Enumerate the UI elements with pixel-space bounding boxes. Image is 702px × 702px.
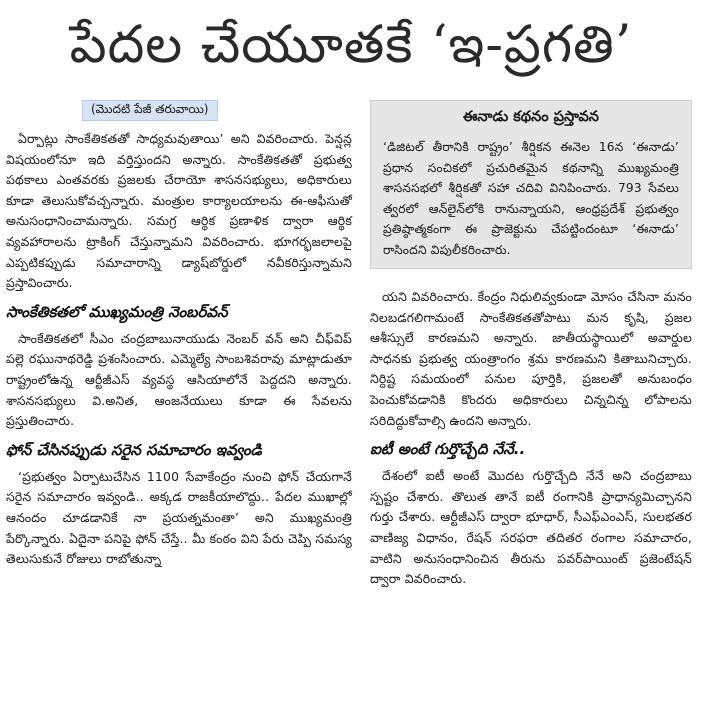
- sidebar-box-text: ‘డిజిటల్ తీరానికి రాష్ట్రం’ శీర్షికన ఈనెల 16న ‘ఈనాడు’ ప్రధాన సంచికలో ప్రచురితమైన కథనాన్ని ముఖ్యమంత్రి శాసనసభలో శీర్షికతో సహా చదివి వినిపించారు. 793 సేవలు త్వరలో ఆన్‌లైన్‌లోకి రానున్నాయని, ఆంధ్రప్రదేశ్ ప్రభుత్వం ప్రతిష్ఠాత్మకంగా ఈ ప్రాజెక్టును చేపట్టిందంటూ ‘ఈనాడు’ రాసిందని విపులీకరించారు.: [383, 140, 679, 257]
- left-column: [6, 98, 352, 570]
- headline: పేదల చేయూతకే ‘ఇ-ప్రగతి’: [69, 15, 633, 75]
- sidebar-box-title: ఈనాడు కథనం ప్రస్తావన: [463, 109, 599, 125]
- right-column: [370, 100, 692, 590]
- right-subheading-1: ఐటీ అంటే గుర్తొచ్చేది నేనే..: [370, 440, 526, 459]
- left-paragraph-1: ఏర్పాట్లు సాంకేతికతతో సాధ్యమవుతాయి’ అని వివరించారు. పెన్షన్ల విషయంలోనూ ఇది వర్తిస్తుందని అన్నారు. సాంకేతికతతో ప్రభుత్వ పథకాలు ఎంతవరకు ప్రజలకు చేరాయో శాసనసభ్యులు, అధికారులు కూడా తెలుసుకోవచ్చన్నారు. మంత్రుల కార్యాలయాలను ఈ-ఆఫీసుతో అనుసంధానించామన్నారు. సమగ్ర ఆర్థిక ప్రణాళిక ద్వారా ఆర్థిక వ్యవహారాలను ట్రాకింగ్ చేస్తున్నామని వివరించారు. భూగర్భజలాలపై ఎప్పటికప్పుడు సమాచారాన్ని డ్యాష్‌బోర్డులో నవీకరిస్తున్నామని ప్రస్తావించారు.: [6, 131, 352, 291]
- right-paragraph-1: యని వివరించారు. కేంద్రం నిధులివ్వకుండా మోసం చేసినా మనం నిలబడగలిగామంటే సాంకేతికతతోపాటు మన కృషి, ప్రజల ఆశీస్సులే కారణమని అన్నారు. జాతీయస్థాయిలో అవార్డుల సాధనకు ప్రభుత్వ యంత్రాంగం శ్రమ కారణమని కితాబునిచ్చారు. నిర్దిష్ట సమయంలో పనుల పూర్తికి, ప్రజలతో అనుబంధం పెంచుకోవడానికి కొందరు అధికారులు చిన్నచిన్న లోపాలను సరిదిద్దుకోవాల్సి ఉందని అన్నారు.: [370, 289, 692, 428]
- continuation-tag: (మొదటి పేజీ తరువాయి): [82, 100, 218, 121]
- left-subheading-2: ఫోన్ చేసినప్పుడు సరైన సమాచారం ఇవ్వండి: [6, 440, 262, 459]
- sidebar-box: [370, 100, 692, 269]
- left-paragraph-3: ‘ప్రభుత్వం ఏర్పాటుచేసిన 1100 సేవాకేంద్రం నుంచి ఫోన్ చేయగానే సరైన సమాచారం ఇవ్వండి.. అక్కడ రాజకీయాలొద్దు.. పేదల ముఖాల్లో ఆనందం చూడడానికే నా ప్రయత్నమంతా’ అని ముఖ్యమంత్రి పేర్కొన్నారు. ఏదైనా పనిపై ఫోన్ చేస్తే.. మీ కంఠం విని పేరు చెప్పి సమస్య తెలుసుకునే రోజులు రాబోతున్నా: [6, 468, 352, 567]
- right-paragraph-2: దేశంలో ఐటీ అంటే మొదట గుర్తొచ్చేది నేనే అని చంద్రబాబు స్పష్టం చేశారు. తొలుత తానే ఐటీ రంగానికి ప్రాధాన్యమిచ్చానని గుర్తు చేశారు. ఆర్టీజీఎస్ ద్వారా భూధార్, సీఎఫ్‌ఎంఎస్, సులభతర వాణిజ్య విధానం, రేషన్ సరఫరా తదితర రంగాల సమాచారం, వాటిని అనుసంధానించిన తీరును పవర్‌పాయింట్ ప్రజెంటేషన్ ద్వారా వివరించారు.: [370, 468, 692, 587]
- left-subheading-1: సాంకేతికతలో ముఖ్యమంత్రి నెంబర్‌వన్: [6, 302, 228, 321]
- left-paragraph-2: సాంకేతికతలో సీఎం చంద్రబాబునాయుడు నెంబర్ వన్ అని చీఫ్‌విప్ పల్లె రఘునాథరెడ్డి ప్రశంసించారు. ఎమ్మెల్యే సాంబశివరావు మాట్లాడుతూ రాష్ట్రంలోఉన్న ఆర్టీజీఎస్ వ్యవస్థ ఆసియాలోనే పెద్దదని అన్నారు. శాసనసభ్యులు వి.అనిత, ఆంజనేయులు కూడా ఈ సేవలను ప్రస్తుతించారు.: [6, 330, 352, 429]
